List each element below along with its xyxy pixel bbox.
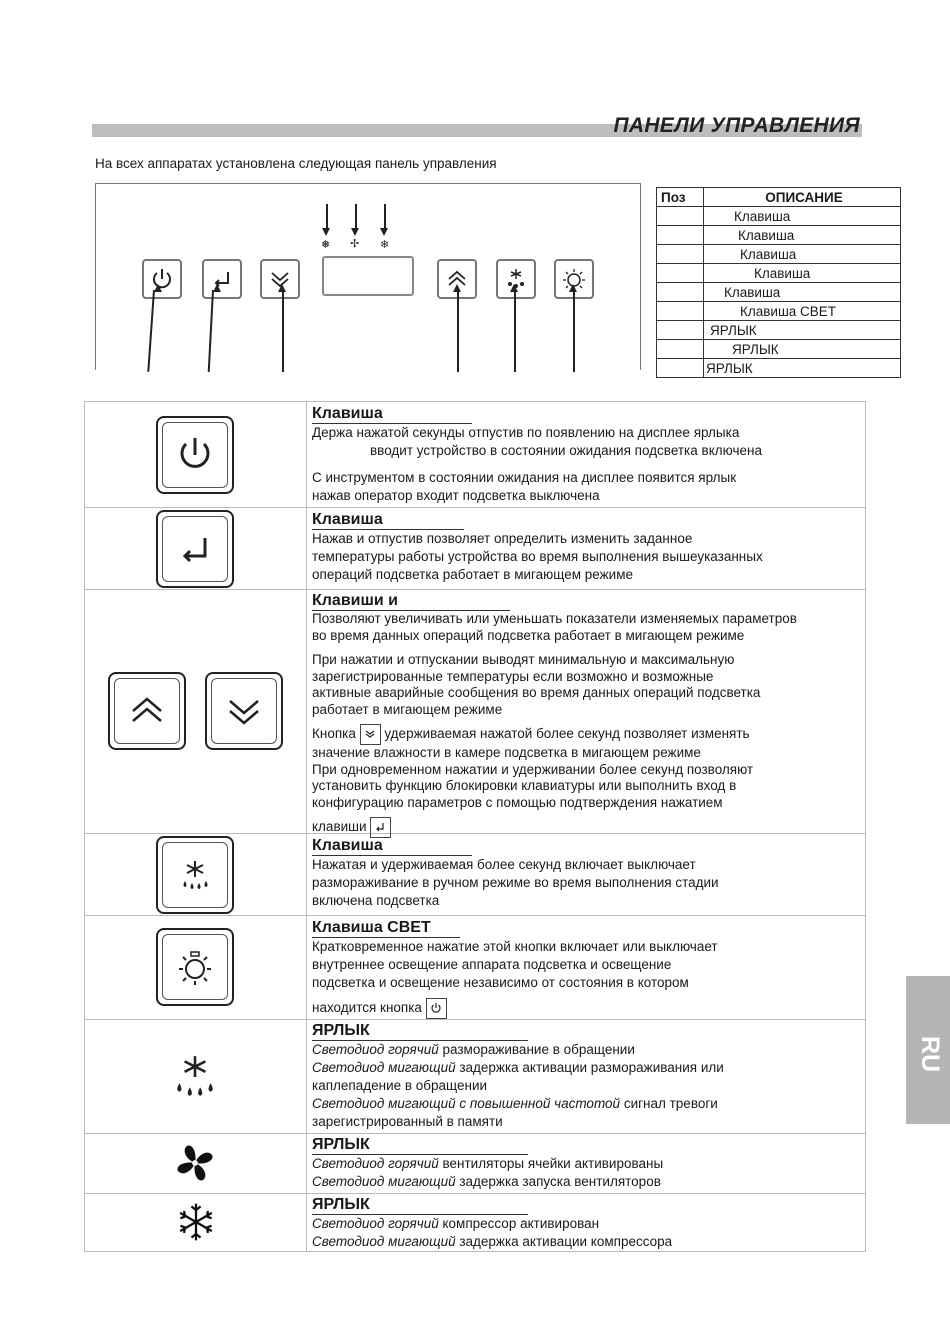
- arrow-down-icon: [322, 228, 330, 236]
- light-key-image: [156, 928, 234, 1006]
- leader-line: [573, 290, 575, 372]
- arrow-up-icon: [278, 284, 286, 292]
- table-row: Клавиша Нажатая и удерживаемая более секунд включает выключает размораживание в ручном режиме во время выполнения стадии включена подсветка: [85, 834, 865, 916]
- panel-display: [322, 256, 414, 296]
- defrost-key-image: [156, 836, 234, 914]
- table-row: Клавиша СВЕТ Кратковременное нажатие этой кнопки включает или выключает внутреннее освещение аппарата подсветка и освещение подсветка и освещение независимо от состояния в котором находится кнопка: [85, 916, 865, 1020]
- table-row: ЯРЛЫК Светодиод горячий компрессор активирован Светодиод мигающий задержка активации компрессора: [85, 1194, 865, 1251]
- row-heading: Клавиша: [312, 404, 472, 424]
- defrost-icon: [171, 851, 219, 899]
- row-heading: Клавиша: [312, 836, 472, 856]
- table-row: ЯРЛЫК: [657, 359, 901, 378]
- power-key-image: [156, 416, 234, 494]
- double-chevron-down-icon: [220, 687, 268, 735]
- row-heading: Клавиша: [312, 510, 464, 530]
- enter-icon: [373, 820, 387, 834]
- defrost-indicator-icon: ❅: [321, 239, 331, 251]
- row-heading: ЯРЛЫК: [312, 1195, 528, 1215]
- table-row: Клавиша Держа нажатой секунды отпустив по появлению на дисплее ярлыка вводит устройство в состоянии ожидания подсветка включена С инструментом в состоянии ожидания на дисплее появится ярлык нажав оператор входит подсветка выключена: [85, 402, 865, 508]
- table-row: ЯРЛЫК Светодиод горячий вентиляторы ячейки активированы Светодиод мигающий задержка запуска вентиляторов: [85, 1134, 865, 1194]
- arrow-up-icon: [453, 284, 461, 292]
- arrow-down-icon: [380, 228, 388, 236]
- fan-label-icon: [172, 1140, 218, 1186]
- arrow-up-icon: [154, 284, 162, 292]
- row-heading: ЯРЛЫК: [312, 1021, 528, 1041]
- description-table: [84, 401, 866, 1252]
- enter-key-image: [156, 510, 234, 588]
- panel-enter-key: [202, 259, 242, 299]
- compressor-indicator-icon: ❄: [380, 239, 390, 251]
- row-heading: Клавиши и: [312, 591, 510, 611]
- row-heading: Клавиша СВЕТ: [312, 918, 460, 938]
- arrow-down-icon: [351, 228, 359, 236]
- leader-line: [208, 290, 214, 372]
- position-header: Поз: [657, 188, 704, 207]
- language-tab-label: RU: [916, 1036, 944, 1073]
- position-table: [656, 187, 901, 378]
- enter-icon: [171, 525, 219, 573]
- table-row: ЯРЛЫК Светодиод горячий размораживание в обращении Светодиод мигающий задержка активации размораживания или каплепадение в обращении Светодиод мигающий с повышенной частотой сигнал тревоги зарегистрированный в памяти: [85, 1020, 865, 1134]
- power-icon: [429, 1001, 443, 1015]
- table-row: ЯРЛЫК: [657, 321, 901, 340]
- down-key-image: [205, 672, 283, 750]
- down-key-mini: [360, 724, 381, 745]
- leader-line: [514, 290, 516, 372]
- fan-indicator-icon: ✢: [350, 238, 360, 250]
- row-heading: ЯРЛЫК: [312, 1135, 528, 1155]
- arrow-up-icon: [213, 284, 221, 292]
- description-header: ОПИСАНИЕ: [704, 188, 901, 207]
- language-tab: [906, 976, 950, 1124]
- light-icon: [171, 943, 219, 991]
- double-chevron-up-icon: [123, 687, 171, 735]
- leader-line: [457, 290, 459, 372]
- up-key-image: [108, 672, 186, 750]
- power-key-mini: [426, 998, 447, 1019]
- control-panel-diagram: [95, 183, 641, 370]
- panel-down-key: [260, 259, 300, 299]
- double-chevron-down-icon: [363, 727, 377, 741]
- table-row: Клавиша Нажав и отпустив позволяет определить изменить заданное температуры работы устройства во время выполнения вышеуказанных операций подсветка работает в мигающем режиме: [85, 508, 865, 590]
- intro-text: На всех аппаратах установлена следующая панель управления: [95, 156, 497, 171]
- table-row: ЯРЛЫК: [657, 340, 901, 359]
- leader-line: [147, 290, 154, 372]
- table-row: Клавиша: [657, 283, 901, 302]
- power-icon: [171, 431, 219, 479]
- page-title: ПАНЕЛИ УПРАВЛЕНИЯ: [613, 114, 860, 137]
- table-row: Клавиша: [657, 245, 901, 264]
- panel-power-key: [142, 259, 182, 299]
- arrow-up-icon: [510, 284, 518, 292]
- table-row: Клавиша: [657, 207, 901, 226]
- panel-defrost-key: [496, 259, 536, 299]
- power-icon: [147, 264, 177, 294]
- table-row: Клавиша: [657, 264, 901, 283]
- table-row: Клавиша СВЕТ: [657, 302, 901, 321]
- snowflake-label-icon: [174, 1200, 218, 1244]
- table-row: Клавиши и Позволяют увеличивать или уменьшать показатели изменяемых параметров во время данных операций подсветка работает в мигающем режиме При нажатии и отпускании выводят минимальную и максимальную зарегистрированные температуры если возможно и возможные активные аварийные сообщения во время данных операций подсветка работает в мигающем режиме Кнопка удерживаемая нажатой более секунд позволяет изменять значение влажности в камере подсветка в мигающем режиме При одновременном нажатии и удерживании более секунд позволяют установить функцию блокировки клавиатуры или выполнить вход в конфигурацию параметров с помощью подтверждения нажатием клавиши: [85, 590, 865, 834]
- table-row: Клавиша: [657, 226, 901, 245]
- defrost-label-icon: [170, 1052, 220, 1102]
- arrow-up-icon: [569, 284, 577, 292]
- leader-line: [282, 290, 284, 372]
